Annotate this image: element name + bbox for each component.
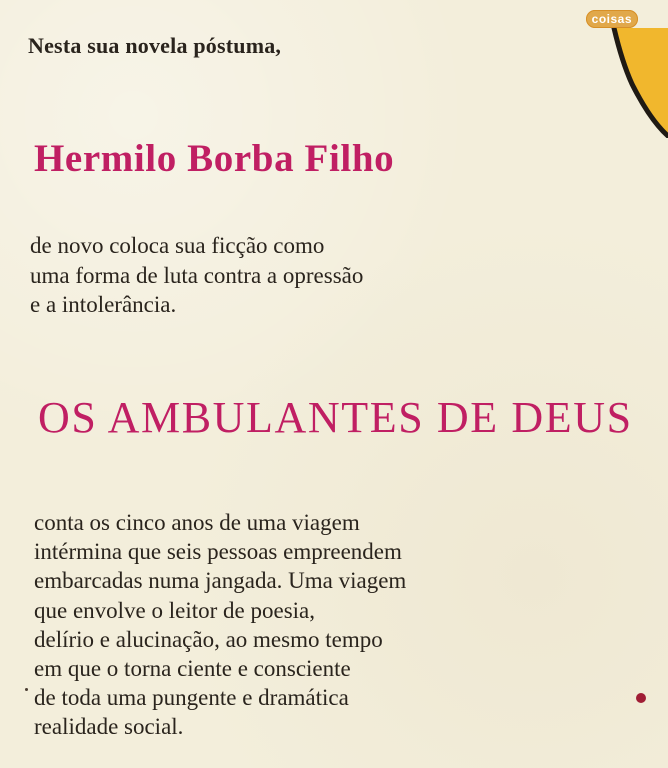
- paragraph-2-line: que envolve o leitor de poesia,: [34, 597, 316, 623]
- author-name: Hermilo Borba Filho: [34, 137, 395, 180]
- book-title: OS AMBULANTES DE DEUS: [38, 393, 633, 442]
- paragraph-2: [34, 508, 406, 742]
- paragraph-1-line: e a intolerância.: [30, 292, 177, 317]
- corner-illustration: [610, 28, 668, 138]
- paragraph-2-line: de toda uma pungente e dramática: [34, 685, 349, 711]
- paragraph-1-line: uma forma de luta contra a opressão: [30, 262, 364, 288]
- dust-speck: [25, 688, 28, 691]
- paragraph-2-line: em que o torna ciente e consciente: [34, 656, 351, 682]
- paragraph-2-line: embarcadas numa jangada. Uma viagem: [34, 568, 407, 594]
- coisas-badge: coisas: [586, 10, 638, 28]
- paragraph-2-line: realidade social.: [34, 714, 184, 740]
- paragraph-2-line: delírio e alucinação, ao mesmo tempo: [34, 626, 383, 652]
- ink-speck: [636, 693, 646, 703]
- paragraph-2-line: intérmina que seis pessoas empreendem: [34, 539, 402, 565]
- intro-text: Nesta sua novela póstuma,: [28, 33, 282, 58]
- paragraph-1-line: de novo coloca sua ficção como: [30, 233, 325, 258]
- paragraph-1: [30, 231, 363, 320]
- paragraph-2-line: conta os cinco anos de uma viagem: [34, 510, 360, 535]
